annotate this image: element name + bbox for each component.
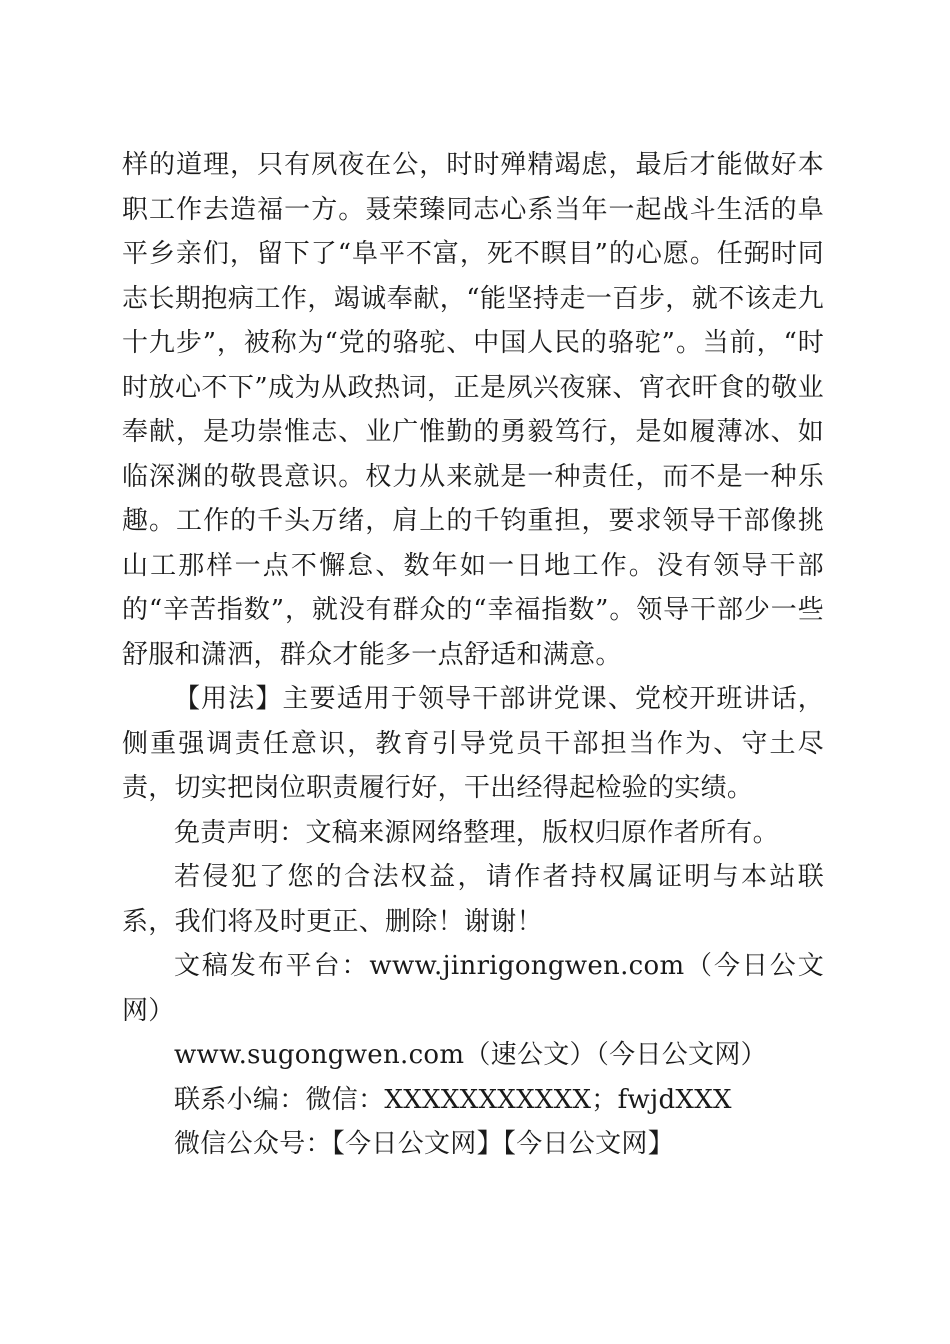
site-line: www.sugongwen.com（速公文）（今日公文网）	[174, 1040, 767, 1070]
disclaimer-paragraph: 免责声明：文稿来源网络整理，版权归原作者所有。	[174, 817, 779, 848]
main-paragraph: 样的道理，只有夙夜在公，时时殚精竭虑，最后才能做好本职工作去造福一方。聂荣臻同志心系当年一起战斗生活的阜平乡亲们，留下了“阜平不富，死不瞑目”的心愿。任弼时同志长期抱病工作，竭诚奉献，“能坚持走一百步，就不该走九十九步”，被称为“党的骆驼、中国人民的骆驼”。当前，“时时放心不下”成为从政热词，正是夙兴夜寐、宵衣旰食的敬业奉献，是功崇惟志、业广惟勤的勇毅笃行，是如履薄冰、如临深渊的敬畏意识。权力从来就是一种责任，而不是一种乐趣。工作的千头万绪，肩上的千钧重担，要求领导干部像挑山工那样一点不懈怠、数年如一日地工作。没有领导干部的“辛苦指数”，就没有群众的“幸福指数”。领导干部少一些舒服和潇洒，群众才能多一点舒适和满意。	[122, 150, 824, 670]
usage-paragraph: 【用法】主要适用于领导干部讲党课、党校开班讲话，侧重强调责任意识，教育引导党员干部担当作为、守土尽责，切实把岗位职责履行好，干出经得起检验的实绩。	[122, 684, 824, 803]
document-body	[122, 143, 824, 1167]
wechat-line: 微信公众号：【今日公文网】【今日公文网】	[174, 1129, 675, 1159]
infringement-paragraph: 若侵犯了您的合法权益，请作者持权属证明与本站联系，我们将及时更正、删除！谢谢！	[122, 862, 824, 937]
contact-line: 联系小编：微信：XXXXXXXXXXX；fwjdXXX	[174, 1084, 732, 1115]
platform-line: 文稿发布平台：www.jinrigongwen.com（今日公文网）	[122, 951, 824, 1026]
